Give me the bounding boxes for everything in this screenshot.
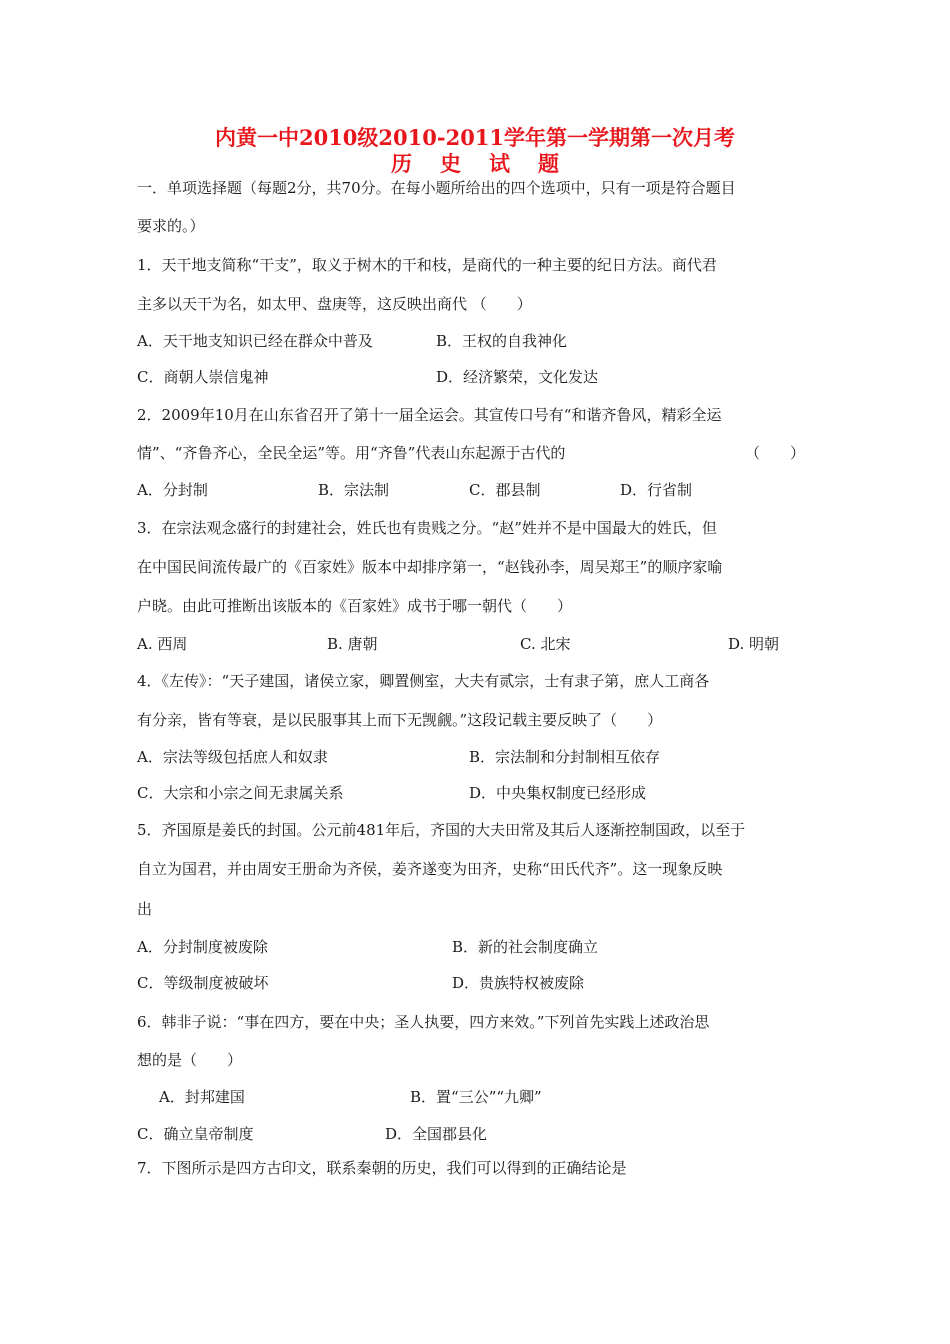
q5-option-d: D．贵族特权被废除 [452, 974, 585, 992]
q6-option-a: A．封邦建国 [159, 1088, 245, 1106]
q4-option-c: C．大宗和小宗之间无隶属关系 [137, 784, 344, 802]
exam-subtitle [0, 148, 950, 178]
question-4-text-cont: 有分亲，皆有等衰，是以民服事其上而下无觊觎。”这段记载主要反映了（ ） [137, 711, 663, 729]
q2-option-d: D．行省制 [620, 481, 693, 499]
question-7-text: 7．下图所示是四方古印文，联系秦朝的历史，我们可以得到的正确结论是 [137, 1159, 627, 1177]
q1-option-c: C．商朝人崇信鬼神 [137, 368, 269, 386]
section-heading: 一．单项选择题（每题2分，共70分。在每小题所给出的四个选项中，只有一项是符合题目 [137, 179, 736, 197]
q5-option-a: A．分封制度被废除 [137, 938, 268, 956]
q1-option-b: B．王权的自我神化 [436, 332, 568, 350]
q2-option-c: C．郡县制 [469, 481, 541, 499]
question-6-text: 6．韩非子说：“事在四方，要在中央；圣人执要，四方来效。”下列首先实践上述政治思 [137, 1013, 710, 1031]
question-2-text-cont: 情”、“齐鲁齐心，全民全运”等。用“齐鲁”代表山东起源于古代的 [137, 444, 566, 462]
q3-option-d: D. 明朝 [728, 635, 780, 653]
q5-option-b: B．新的社会制度确立 [452, 938, 599, 956]
q4-option-d: D．中央集权制度已经形成 [469, 784, 647, 802]
q2-answer-paren: （ ） [745, 444, 806, 462]
q1-option-a: A．天干地支知识已经在群众中普及 [137, 332, 373, 350]
question-3-text-cont2: 户晓。由此可推断出该版本的《百家姓》成书于哪一朝代（ ） [137, 597, 573, 615]
q3-option-b: B. 唐朝 [327, 635, 378, 653]
subtitle-char: 题 [538, 151, 559, 176]
subtitle-char: 试 [489, 151, 510, 176]
question-3-text: 3．在宗法观念盛行的封建社会，姓氏也有贵贱之分。“赵”姓并不是中国最大的姓氏，但 [137, 519, 717, 537]
q3-option-a: A. 西周 [137, 635, 188, 653]
q4-option-b: B．宗法制和分封制相互依存 [469, 748, 661, 766]
exam-title: 内黄一中2010级2010-2011学年第一学期第一次月考 [214, 125, 736, 150]
question-5-text: 5．齐国原是姜氏的封国。公元前481年后，齐国的大夫田常及其后人逐渐控制国政，以至于 [137, 821, 746, 839]
q6-option-c: C．确立皇帝制度 [137, 1125, 254, 1143]
q1-option-d: D．经济繁荣，文化发达 [436, 368, 599, 386]
q6-option-d: D．全国郡县化 [385, 1125, 488, 1143]
subtitle-char: 史 [440, 151, 461, 176]
question-6-text-cont: 想的是（ ） [137, 1051, 243, 1069]
q4-option-a: A．宗法等级包括庶人和奴隶 [137, 748, 328, 766]
question-1-text-cont: 主多以天干为名，如太甲、盘庚等，这反映出商代 （ ） [137, 295, 532, 313]
question-2-text: 2．2009年10月在山东省召开了第十一届全运会。其宣传口号有“和谐齐鲁风，精彩全运 [137, 406, 722, 424]
section-heading-cont: 要求的。） [137, 217, 205, 235]
q6-option-b: B．置“三公”“九卿” [410, 1088, 542, 1106]
question-4-text: 4．《左传》：“天子建国，诸侯立家，卿置侧室，大夫有贰宗，士有隶子第，庶人工商各 [137, 672, 710, 690]
q3-option-c: C. 北宋 [520, 635, 571, 653]
q2-option-a: A．分封制 [137, 481, 208, 499]
question-5-text-cont2: 出 [137, 900, 153, 918]
question-5-text-cont: 自立为国君，并由周安王册命为齐侯，姜齐遂变为田齐，史称“田氏代齐”。这一现象反映 [137, 860, 723, 878]
q2-option-b: B．宗法制 [318, 481, 390, 499]
q5-option-c: C．等级制度被破坏 [137, 974, 269, 992]
subtitle-char: 历 [391, 151, 412, 176]
question-1-text: 1．天干地支简称“干支”，取义于树木的干和枝，是商代的一种主要的纪日方法。商代君 [137, 256, 717, 274]
question-3-text-cont: 在中国民间流传最广的《百家姓》版本中却排序第一，“赵钱孙李，周吴郑王”的顺序家喻 [137, 558, 723, 576]
